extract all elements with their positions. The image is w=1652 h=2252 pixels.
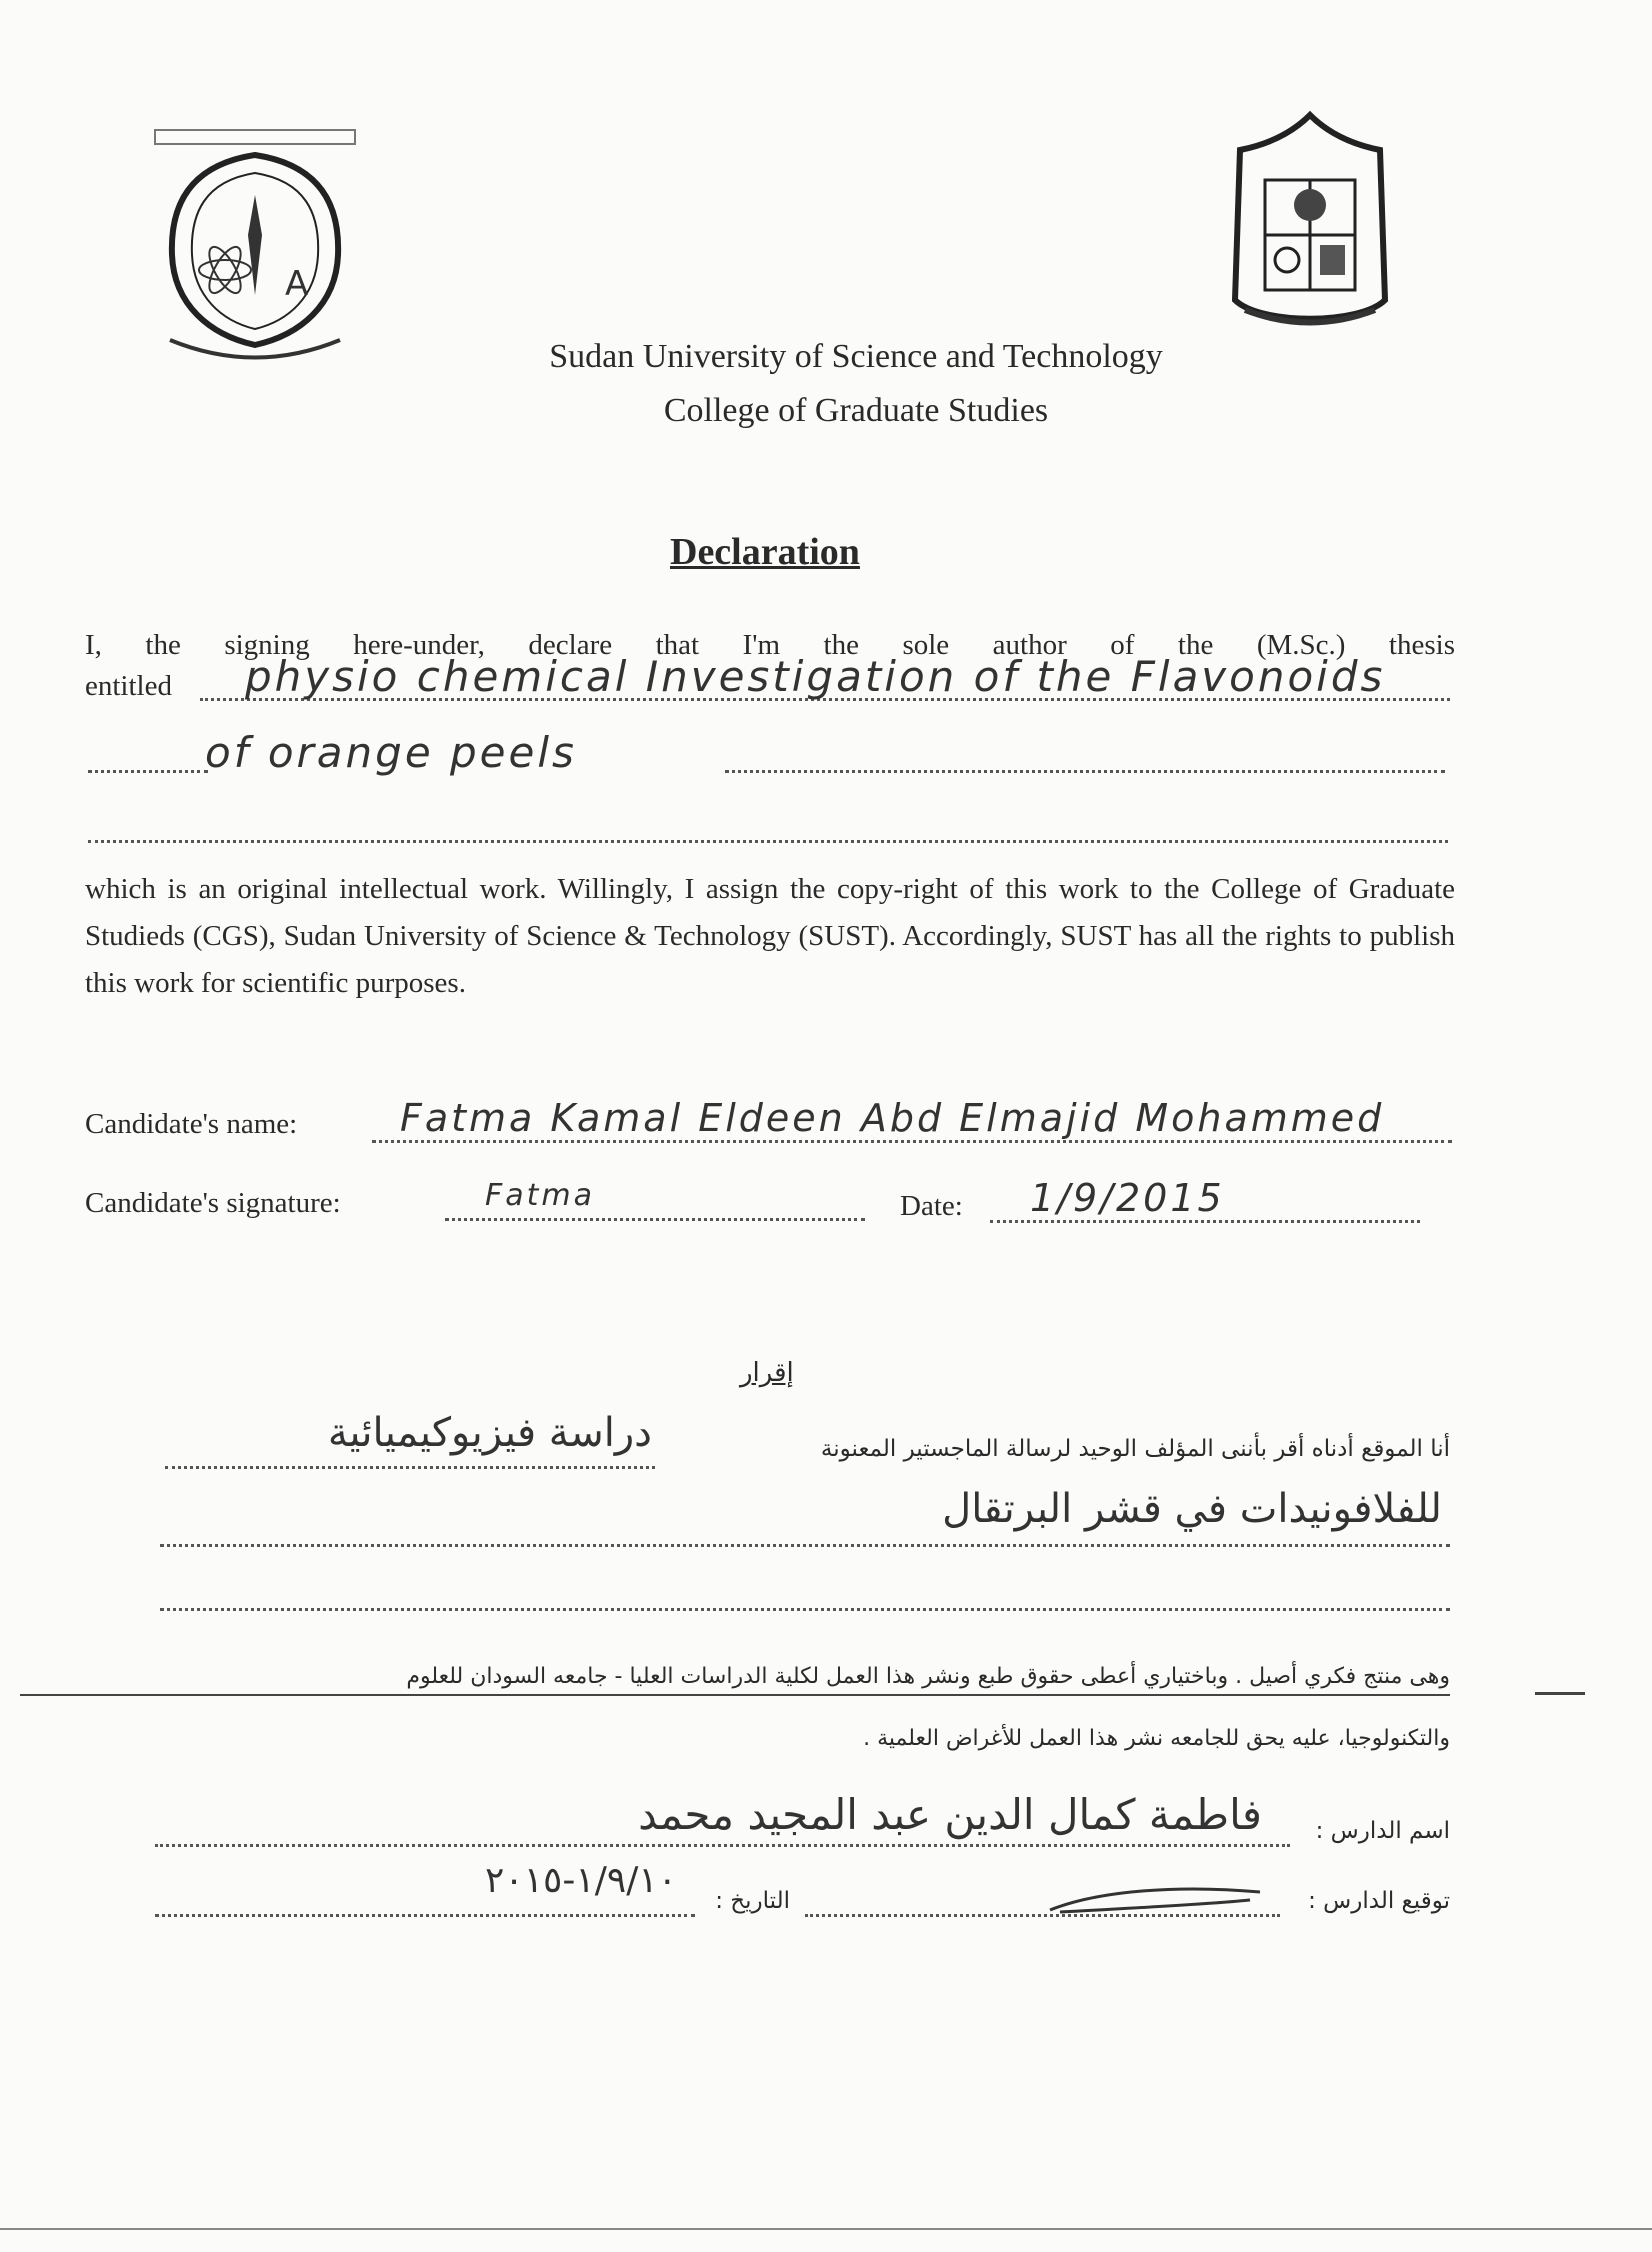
thesis-title-line-2: of orange peels [205,728,577,777]
thesis-title-line-2-dots-right [725,770,1445,773]
arabic-title: إقرار [740,1358,794,1388]
arabic-title-line-1-dots [165,1466,655,1469]
candidate-signature-label: Candidate's signature: [85,1187,341,1219]
thesis-title-line-3-dots [88,840,1448,843]
university-name: Sudan University of Science and Technology [549,338,1163,375]
scan-edge-line [0,2228,1652,2230]
arabic-name-value: فاطمة كمال الدين عبد المجيد محمد [638,1790,1262,1839]
arabic-title-line-3-dots [160,1608,1450,1611]
candidate-name-dots [372,1140,1452,1143]
declaration-title: Declaration [670,531,860,573]
candidate-name-label: Candidate's name: [85,1108,298,1140]
arabic-date-value: ١/٩/١٠-٢٠١٥ [485,1860,677,1901]
candidate-signature-value: Fatma [485,1178,596,1213]
svg-text:A: A [285,264,309,304]
date-dots [990,1220,1420,1223]
intro-text: I, the signing here-under, declare that I'm the sole author of the (M.Sc.) thesis [85,629,1455,661]
margin-dash [1535,1692,1585,1695]
arabic-name-dots [155,1844,1290,1847]
arabic-date-label: التاريخ : [715,1888,790,1914]
arabic-signature-mark [1040,1880,1270,1920]
arabic-body-line-1: وهى منتج فكري أصيل . وباختياري أعطى حقوق طبع ونشر هذا العمل لكلية الدراسات العليا - جامعه السودان للعلوم [406,1664,1450,1689]
arabic-thesis-title-line-1: دراسة فيزيوكيميائية [327,1410,652,1456]
candidate-name-value: Fatma Kamal Eldeen Abd Elmajid Mohammed [400,1096,1385,1140]
arabic-name-label: اسم الدارس : [1315,1818,1450,1844]
arabic-date-dots [155,1914,695,1917]
university-logo [150,125,360,365]
arabic-title-line-2-dots [160,1544,1450,1547]
thesis-title-line-2-dots-left [88,770,208,773]
candidate-signature-dots [445,1218,865,1221]
arabic-thesis-title-line-2: للفلافونيدات في قشر البرتقال [942,1486,1442,1532]
thesis-title-line-1: physio chemical Investigation of the Flavonoids [245,652,1386,701]
arabic-signature-label: توقيع الدارس : [1308,1888,1450,1914]
college-name: College of Graduate Studies [663,392,1049,429]
copyright-paragraph: which is an original intellectual work. Willingly, I assign the copy-right of this work to the College of Graduate Studieds (CGS), Sudan University of Science & Technology (SUST). Accordingly, SUST has all the rights to publish this work for scientific purposes. [85,873,1455,999]
date-value: 1/9/2015 [1030,1176,1225,1220]
arabic-body-line-2: والتكنولوجيا، عليه يحق للجامعه نشر هذا العمل للأغراض العلمية . [863,1726,1450,1751]
entitled-label: entitled [85,670,172,702]
college-logo [1220,110,1400,340]
arabic-body-underline [20,1694,1450,1696]
arabic-intro: أنا الموقع أدناه أقر بأننى المؤلف الوحيد لرسالة الماجستير المعنونة [820,1436,1450,1462]
date-label: Date: [900,1190,963,1222]
